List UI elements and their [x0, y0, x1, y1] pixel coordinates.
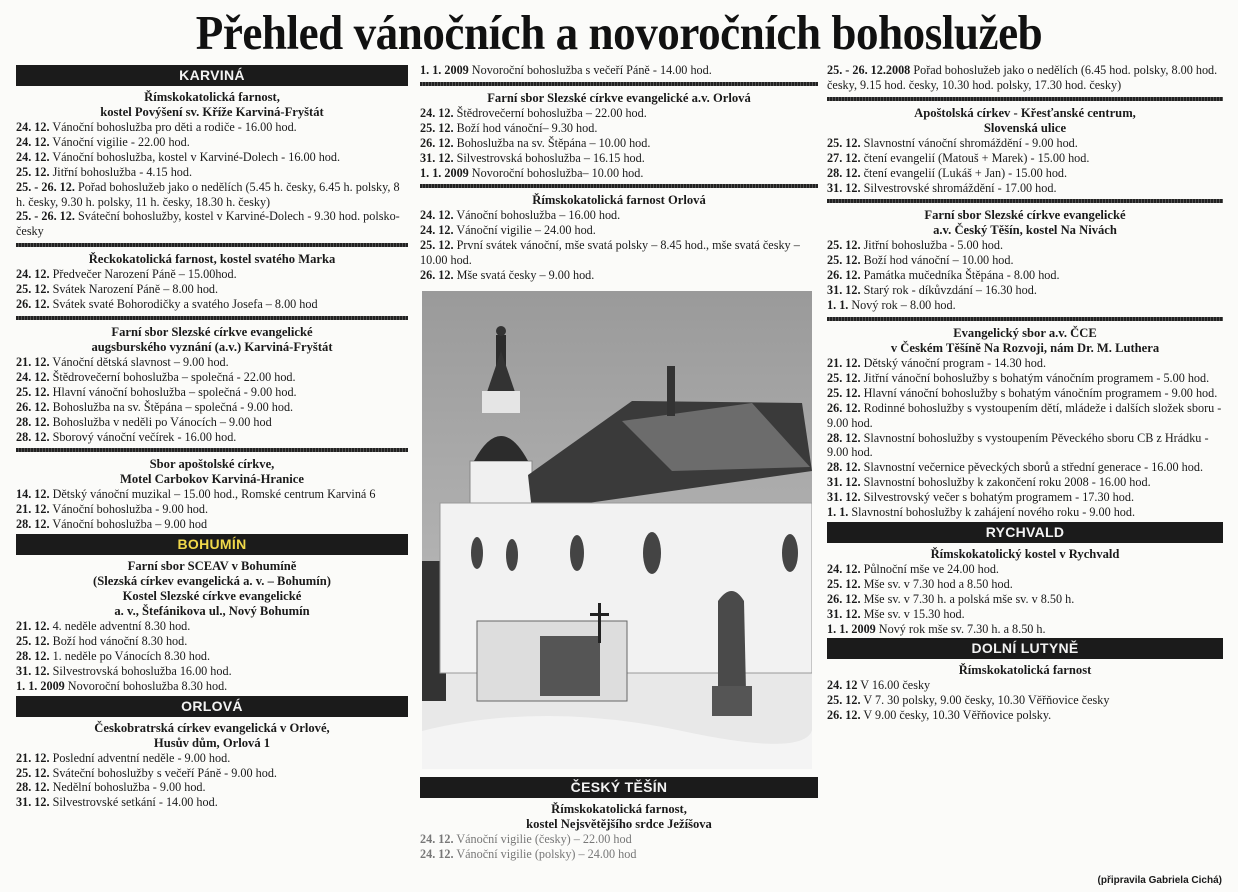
- parish-heading: Slovenská ulice: [983, 120, 1067, 135]
- parish-heading: Římskokatolická farnost Orlová: [532, 193, 706, 208]
- service-text: Boží hod vánoční 8.30 hod.: [52, 634, 188, 649]
- service-date: 1. 1.: [827, 505, 849, 520]
- service-entry: [827, 136, 1223, 151]
- parish-heading: Kostel Slezské církve evangelické: [122, 589, 302, 604]
- service-text: Dětský vánoční program - 14.30 hod.: [863, 355, 1047, 370]
- parish-heading: a. v., Štefánikova ul., Nový Bohumín: [114, 604, 310, 619]
- service-text: Slavnostní večernice pěveckých sborů a střední generace - 16.00 hod.: [863, 460, 1203, 475]
- service-date: 31. 12.: [827, 475, 861, 490]
- service-text: První svátek vánoční, mše svatá polsky – 8.45 hod., mše svatá česky – 10.00 hod.: [420, 238, 800, 268]
- service-date: 26. 12.: [827, 708, 861, 723]
- parish-heading: Římskokatolický kostel v Rychvald: [930, 546, 1120, 561]
- service-entry: [827, 460, 1223, 475]
- service-text: Předvečer Narození Páně – 15.00hod.: [52, 267, 237, 282]
- service-entry: [827, 356, 1223, 371]
- service-date: 25. 12.: [16, 384, 50, 399]
- service-date: 31. 12.: [16, 663, 50, 678]
- service-entry: [16, 209, 408, 239]
- service-text: čtení evangelií (Matouš + Marek) - 15.00 hod.: [863, 150, 1090, 165]
- parish-heading: Českobratrská církev evangelická v Orlové,: [94, 720, 330, 735]
- service-text: Památka mučedníka Štěpána - 8.00 hod.: [863, 268, 1060, 283]
- section-divider: [420, 82, 818, 86]
- parish-heading: augsburského vyznání (a.v.) Karviná-Fryštát: [91, 339, 333, 354]
- service-text: Nedělní bohoslužba - 9.00 hod.: [52, 780, 206, 795]
- service-text: Slavnostní bohoslužby k zakončení roku 2008 - 16.00 hod.: [863, 475, 1151, 490]
- service-entry: [16, 795, 408, 810]
- service-entry: [827, 505, 1223, 520]
- service-entry: [420, 208, 818, 223]
- parish-heading: Farní sbor Slezské církve evangelické: [111, 324, 313, 339]
- parish-heading: Římskokatolická farnost,: [551, 801, 687, 816]
- service-entry: [420, 151, 818, 166]
- service-text: Vánoční bohoslužba pro děti a rodiče - 16.00 hod.: [52, 120, 297, 134]
- service-text: Jitřní vánoční bohoslužby s bohatým vánočním programem - 5.00 hod.: [863, 370, 1210, 385]
- parish-heading: kostel Povýšení sv. Kříže Karviná-Fryštát: [100, 105, 324, 119]
- service-entry: [827, 253, 1223, 268]
- service-block: [16, 721, 408, 811]
- service-block: [827, 208, 1223, 313]
- service-entry: [827, 238, 1223, 253]
- section-divider: [827, 199, 1223, 203]
- service-date: 24. 12.: [16, 120, 50, 134]
- service-block: [16, 325, 408, 444]
- parish-heading: Farní sbor SCEAV v Bohumíně: [127, 559, 297, 574]
- parish-heading: Motel Carbokov Karviná-Hranice: [120, 472, 304, 487]
- service-date: 28. 12.: [827, 165, 861, 180]
- church-photo-icon: [422, 291, 812, 769]
- service-entry: [827, 268, 1223, 283]
- service-entry: [827, 431, 1223, 461]
- service-date: 31. 12.: [827, 180, 861, 195]
- service-text: Novoroční bohoslužba 8.30 hod.: [67, 678, 228, 693]
- service-text: Sváteční bohoslužby s večeří Páně - 9.00 hod.: [52, 765, 277, 780]
- service-text: Slavnostní vánoční shromáždění - 9.00 hod.: [863, 135, 1078, 150]
- service-text: Vánoční bohoslužba, kostel v Karviné-Dolech - 16.00 hod.: [52, 149, 341, 164]
- service-date: 24. 12: [827, 678, 858, 693]
- service-text: Vánoční vigilie (česky) – 22.00 hod: [456, 831, 632, 846]
- section-divider: [16, 448, 408, 452]
- service-date: 26. 12.: [420, 135, 454, 150]
- service-entry: [16, 664, 408, 679]
- service-date: 31. 12.: [827, 283, 861, 298]
- service-entry: [16, 430, 408, 445]
- service-text: Štědrovečerní bohoslužba – společná - 22.00 hod.: [52, 369, 296, 384]
- service-entry: [16, 502, 408, 517]
- parish-heading: Farní sbor Slezské církve evangelické a.v. Orlová: [487, 90, 751, 105]
- service-entry: [16, 385, 408, 400]
- service-entry: [16, 619, 408, 634]
- service-date: 28. 12.: [827, 460, 861, 475]
- service-date: 25. 12.: [827, 693, 861, 708]
- service-entry: [827, 562, 1223, 577]
- service-date: 26. 12.: [16, 297, 50, 312]
- service-entry: [827, 708, 1223, 723]
- service-entry: [16, 355, 408, 370]
- service-date: 24. 12.: [16, 149, 50, 164]
- service-entry: [827, 693, 1223, 708]
- service-text: Pořad bohoslužeb jako o nedělích (5.45 h. česky, 6.45 h. polsky, 8 h. česky, 9.30 h. polsky, 11 h. česky, 18.30 h. česky): [16, 179, 400, 209]
- service-text: Mše svatá česky – 9.00 hod.: [456, 268, 595, 283]
- service-entry: [420, 121, 818, 136]
- service-entry: [827, 63, 1223, 93]
- service-text: Vánoční bohoslužba – 9.00 hod: [52, 517, 208, 532]
- service-date: 31. 12.: [420, 150, 454, 165]
- service-text: Mše sv. v 7.30 h. a polská mše sv. v 8.50 h.: [863, 591, 1075, 606]
- service-entry: [827, 490, 1223, 505]
- service-text: Vánoční vigilie (polsky) – 24.00 hod: [456, 846, 637, 861]
- column-2: [420, 63, 818, 892]
- service-text: Sváteční bohoslužby, kostel v Karviné-Dolech - 9.30 hod. polsko-česky: [16, 209, 400, 239]
- service-text: Vánoční bohoslužba - 9.00 hod.: [52, 502, 209, 517]
- service-block: [420, 193, 818, 283]
- service-entry: [16, 517, 408, 532]
- service-date: 25. 12.: [420, 238, 454, 253]
- service-date: 24. 12.: [16, 134, 50, 149]
- service-text: Vánoční vigilie – 24.00 hod.: [456, 223, 596, 238]
- service-entry: [16, 135, 408, 150]
- service-entry: [16, 649, 408, 664]
- service-date: 28. 12.: [16, 429, 50, 444]
- service-entry: [827, 592, 1223, 607]
- service-text: Jitřní bohoslužba - 4.15 hod.: [52, 164, 193, 179]
- service-text: Silvestrovská bohoslužba 16.00 hod.: [52, 663, 232, 678]
- service-entry: [827, 386, 1223, 401]
- service-entry: [16, 679, 408, 694]
- service-text: Novoroční bohoslužba s večeří Páně - 14.00 hod.: [471, 63, 712, 77]
- service-date: 24. 12.: [420, 846, 454, 861]
- service-entry: [16, 487, 408, 502]
- column-3: [827, 63, 1223, 892]
- service-entry: [827, 678, 1223, 693]
- service-text: Mše sv. v 15.30 hod.: [863, 606, 965, 621]
- service-text: Vánoční vigilie - 22.00 hod.: [52, 134, 190, 149]
- service-text: Silvestrovská bohoslužba – 16.15 hod.: [456, 150, 645, 165]
- service-text: Starý rok - díkůvzdání – 16.30 hod.: [863, 283, 1037, 298]
- service-date: 31. 12.: [827, 606, 861, 621]
- service-text: Svátek svaté Bohorodičky a svatého Josefa – 8.00 hod: [52, 297, 318, 312]
- parish-heading: v Českém Těšíně Na Rozvoji, nám Dr. M. Luthera: [890, 340, 1160, 355]
- section-divider: [16, 243, 408, 247]
- service-date: 1. 1. 2009: [420, 165, 469, 180]
- service-text: Bohoslužba v neděli po Vánocích – 9.00 hod: [52, 414, 272, 429]
- service-date: 25. 12.: [827, 135, 861, 150]
- service-entry: [420, 106, 818, 121]
- service-block: [827, 547, 1223, 637]
- service-block: [16, 90, 408, 239]
- service-entry: [827, 166, 1223, 181]
- parish-heading: Apoštolská církev - Křesťanské centrum,: [914, 105, 1136, 120]
- region-header: RYCHVALD: [827, 522, 1223, 543]
- service-date: 21. 12.: [16, 354, 50, 369]
- service-date: 25. 12.: [827, 238, 861, 253]
- service-date: 21. 12.: [16, 750, 50, 765]
- service-entry: [827, 181, 1223, 196]
- service-text: Nový rok – 8.00 hod.: [851, 298, 956, 313]
- parish-heading: Husův dům, Orlová 1: [153, 735, 271, 750]
- service-entry: [16, 780, 408, 795]
- service-date: 26. 12.: [827, 591, 861, 606]
- service-entry: [827, 371, 1223, 386]
- service-date: 1. 1. 2009: [827, 621, 876, 636]
- parish-heading: Sbor apoštolské církve,: [149, 457, 275, 472]
- service-entry: [16, 297, 408, 312]
- service-entry: [16, 634, 408, 649]
- service-text: Rodinné bohoslužby s vystoupením dětí, mládeže i dalších složek sboru - 9.00 hod.: [827, 400, 1222, 430]
- service-entry: [16, 120, 408, 135]
- service-entry: [827, 401, 1223, 431]
- service-date: 28. 12.: [16, 414, 50, 429]
- region-header: ČESKÝ TĚŠÍN: [420, 777, 818, 798]
- service-entry: [16, 751, 408, 766]
- service-date: 24. 12.: [827, 561, 861, 576]
- service-entry: [827, 622, 1223, 637]
- service-entry: [420, 847, 818, 862]
- service-date: 25. - 26. 12.2008: [827, 63, 911, 77]
- service-block: [827, 326, 1223, 520]
- service-date: 21. 12.: [827, 355, 861, 370]
- service-text: Slavnostní bohoslužby k zahájení nového roku - 9.00 hod.: [851, 505, 1136, 520]
- service-entry: [420, 136, 818, 151]
- service-text: Poslední adventní neděle - 9.00 hod.: [52, 750, 231, 765]
- service-text: Půlnoční mše ve 24.00 hod.: [863, 561, 999, 576]
- service-date: 24. 12.: [420, 105, 454, 120]
- service-date: 26. 12.: [420, 268, 454, 283]
- service-date: 26. 12.: [827, 400, 861, 415]
- service-text: V 7. 30 polsky, 9.00 česky, 10.30 Věřňovice česky: [863, 693, 1110, 708]
- service-date: 24. 12.: [420, 223, 454, 238]
- service-text: V 16.00 česky: [860, 678, 931, 693]
- service-date: 28. 12.: [16, 648, 50, 663]
- service-entry: [16, 165, 408, 180]
- region-header: ORLOVÁ: [16, 696, 408, 717]
- service-entry: [420, 832, 818, 847]
- service-date: 21. 12.: [16, 619, 50, 634]
- service-date: 25. 12.: [16, 282, 50, 297]
- service-date: 28. 12.: [16, 517, 50, 532]
- service-entry: [420, 268, 818, 283]
- service-date: 26. 12.: [16, 399, 50, 414]
- parish-heading: a.v. Český Těšín, kostel Na Nivách: [933, 223, 1117, 238]
- section-divider: [827, 97, 1223, 101]
- region-header: KARVINÁ: [16, 65, 408, 86]
- service-date: 31. 12.: [16, 795, 50, 810]
- service-entry: [827, 298, 1223, 313]
- service-block: [827, 63, 1223, 93]
- service-entry: [16, 370, 408, 385]
- service-block: [420, 802, 818, 862]
- service-text: Mše sv. v 7.30 hod a 8.50 hod.: [863, 576, 1013, 591]
- service-text: Hlavní vánoční bohoslužby s bohatým vánočním programem - 9.00 hod.: [863, 385, 1218, 400]
- service-text: Hlavní vánoční bohoslužba – společná - 9.00 hod.: [52, 384, 297, 399]
- service-entry: [16, 766, 408, 781]
- parish-heading: kostel Nejsvětějšího srdce Ježíšova: [526, 816, 712, 831]
- service-text: 1. neděle po Vánocích 8.30 hod.: [52, 648, 211, 663]
- parish-heading: Řeckokatolická farnost, kostel svatého Marka: [88, 252, 336, 267]
- service-entry: [827, 577, 1223, 592]
- service-date: 27. 12.: [827, 150, 861, 165]
- service-text: Pořad bohoslužeb jako o nedělích (6.45 hod. polsky, 8.00 hod. česky, 9.15 hod. česky, 10.30 hod. polsky, 17.30 hod. česky): [827, 63, 1218, 92]
- service-block: [16, 559, 408, 694]
- service-text: Silvestrovské shromáždění - 17.00 hod.: [863, 180, 1057, 195]
- service-entry: [420, 223, 818, 238]
- service-entry: [420, 238, 818, 268]
- service-date: 21. 12.: [16, 502, 50, 517]
- service-date: 25. 12.: [827, 385, 861, 400]
- service-text: Vánoční dětská slavnost – 9.00 hod.: [52, 354, 229, 369]
- service-date: 1. 1. 2009: [420, 63, 469, 77]
- service-text: Silvestrovský večer s bohatým programem - 17.30 hod.: [863, 490, 1135, 505]
- service-text: Štědrovečerní bohoslužba – 22.00 hod.: [456, 105, 647, 120]
- service-entry: [16, 282, 408, 297]
- service-block: [420, 91, 818, 181]
- service-text: Jitřní bohoslužba - 5.00 hod.: [863, 238, 1004, 253]
- service-date: 28. 12.: [827, 430, 861, 445]
- service-date: 24. 12.: [16, 369, 50, 384]
- service-entry: [827, 283, 1223, 298]
- service-date: 25. 12.: [827, 576, 861, 591]
- service-entry: [16, 150, 408, 165]
- service-text: Vánoční bohoslužba – 16.00 hod.: [456, 208, 621, 223]
- parish-heading: Farní sbor Slezské církve evangelické: [924, 208, 1126, 223]
- service-date: 1. 1. 2009: [16, 678, 65, 693]
- section-divider: [16, 316, 408, 320]
- service-block: [420, 63, 818, 78]
- section-divider: [827, 317, 1223, 321]
- service-date: 31. 12.: [827, 490, 861, 505]
- service-text: Boží hod vánoční – 10.00 hod.: [863, 253, 1014, 268]
- section-divider: [420, 184, 818, 188]
- service-entry: [827, 475, 1223, 490]
- region-header: BOHUMÍN: [16, 534, 408, 555]
- parish-heading: Evangelický sbor a.v. ČCE: [953, 325, 1097, 340]
- service-date: 25. 12.: [16, 164, 50, 179]
- service-date: 25. 12.: [827, 253, 861, 268]
- service-entry: [16, 180, 408, 210]
- parish-heading: (Slezská církev evangelická a. v. – Bohumín): [93, 574, 331, 589]
- region-header: DOLNÍ LUTYNĚ: [827, 638, 1223, 659]
- service-text: Slavnostní bohoslužby s vystoupením Pěveckého sboru CB z Hrádku - 9.00 hod.: [827, 430, 1209, 460]
- service-entry: [420, 63, 818, 78]
- service-date: 25. 12.: [420, 120, 454, 135]
- church-photo: [422, 291, 812, 769]
- service-date: 25. - 26. 12.: [16, 179, 75, 194]
- service-text: 4. neděle adventní 8.30 hod.: [52, 619, 191, 634]
- parish-heading: Římskokatolická farnost: [958, 663, 1092, 678]
- service-text: Dětský vánoční muzikal – 15.00 hod., Romské centrum Karviná 6: [52, 487, 376, 502]
- service-date: 25. 12.: [16, 634, 50, 649]
- service-date: 24. 12.: [16, 267, 50, 282]
- service-block: [827, 663, 1223, 723]
- service-entry: [16, 415, 408, 430]
- service-date: 26. 12.: [827, 268, 861, 283]
- parish-heading: Římskokatolická farnost,: [144, 90, 280, 104]
- service-date: 25. 12.: [16, 765, 50, 780]
- service-date: 25. 12.: [827, 370, 861, 385]
- service-entry: [16, 267, 408, 282]
- service-text: Boží hod vánoční– 9.30 hod.: [456, 120, 598, 135]
- service-entry: [827, 151, 1223, 166]
- service-text: Svátek Narození Páně – 8.00 hod.: [52, 282, 219, 297]
- service-date: 24. 12.: [420, 208, 454, 223]
- service-text: V 9.00 česky, 10.30 Věřňovice polsky.: [863, 708, 1052, 723]
- service-date: 24. 12.: [420, 831, 454, 846]
- service-text: Bohoslužba na sv. Štěpána – společná - 9.00 hod.: [52, 399, 294, 414]
- service-entry: [16, 400, 408, 415]
- service-entry: [420, 166, 818, 181]
- service-text: Bohoslužba na sv. Štěpána – 10.00 hod.: [456, 135, 651, 150]
- service-block: [827, 106, 1223, 196]
- service-text: Silvestrovské setkání - 14.00 hod.: [52, 795, 218, 810]
- service-date: 28. 12.: [16, 780, 50, 795]
- service-text: Novoroční bohoslužba– 10.00 hod.: [471, 165, 644, 180]
- column-1: [16, 63, 408, 892]
- service-date: 14. 12.: [16, 487, 50, 502]
- service-block: [16, 457, 408, 532]
- service-date: 1. 1.: [827, 298, 849, 313]
- service-block: [16, 252, 408, 312]
- service-entry: [827, 607, 1223, 622]
- service-text: Nový rok mše sv. 7.30 h. a 8.50 h.: [878, 621, 1046, 636]
- author-credit: (připravila Gabriela Cichá): [1097, 875, 1222, 886]
- page-title: Přehled vánočních a novoročních bohoslužeb: [195, 5, 1043, 60]
- service-date: 25. - 26. 12.: [16, 209, 75, 224]
- service-text: Sborový vánoční večírek - 16.00 hod.: [52, 429, 237, 444]
- service-text: čtení evangelií (Lukáš + Jan) - 15.00 hod.: [863, 165, 1068, 180]
